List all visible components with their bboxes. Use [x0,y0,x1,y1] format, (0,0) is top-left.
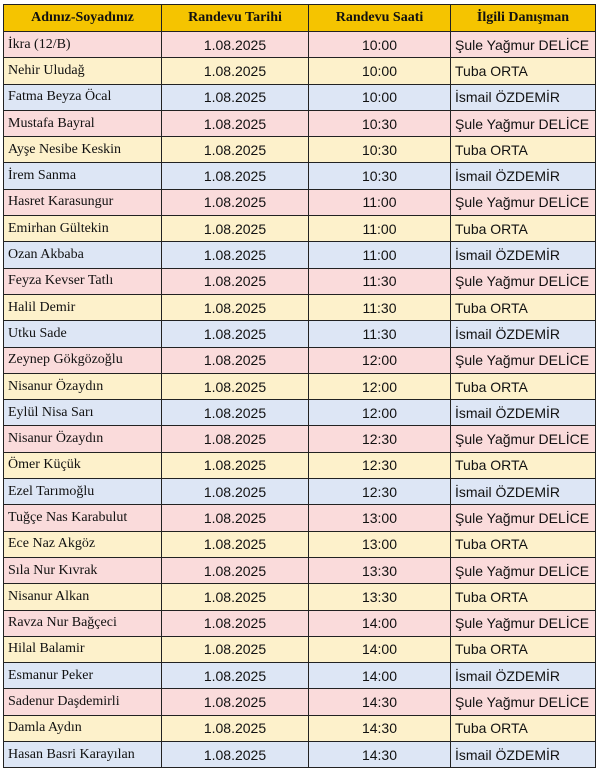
cell-time: 13:00 [309,505,451,531]
header-date: Randevu Tarihi [162,5,309,32]
header-advisor: İlgili Danışman [451,5,596,32]
table-row [4,294,596,320]
cell-advisor: Tuba ORTA [451,636,596,662]
table-row [4,347,596,373]
cell-date: 1.08.2025 [162,137,309,163]
table-row [4,137,596,163]
cell-time: 10:00 [309,32,451,58]
cell-time: 14:30 [309,715,451,741]
table-row [4,742,596,768]
cell-advisor: İsmail ÖZDEMİR [451,479,596,505]
table-row [4,216,596,242]
table-row [4,426,596,452]
table-row [4,189,596,215]
cell-date: 1.08.2025 [162,347,309,373]
cell-name: Ozan Akbaba [4,242,162,268]
cell-name: Ravza Nur Bağçeci [4,610,162,636]
cell-name: İkra (12/B) [4,32,162,58]
cell-advisor: İsmail ÖZDEMİR [451,84,596,110]
table-row [4,479,596,505]
cell-date: 1.08.2025 [162,242,309,268]
cell-advisor: Şule Yağmur DELİCE [451,610,596,636]
cell-date: 1.08.2025 [162,321,309,347]
cell-name: Hasan Basri Karayılan [4,742,162,768]
cell-time: 13:00 [309,531,451,557]
cell-name: Nisanur Alkan [4,584,162,610]
cell-advisor: Şule Yağmur DELİCE [451,426,596,452]
cell-advisor: Tuba ORTA [451,531,596,557]
cell-name: Nisanur Özaydın [4,373,162,399]
table-row [4,557,596,583]
cell-date: 1.08.2025 [162,373,309,399]
cell-date: 1.08.2025 [162,268,309,294]
table-row [4,321,596,347]
table-body [4,32,596,768]
cell-date: 1.08.2025 [162,689,309,715]
cell-name: Fatma Beyza Öcal [4,84,162,110]
cell-advisor: Şule Yağmur DELİCE [451,32,596,58]
cell-name: Damla Aydın [4,715,162,741]
table-row [4,689,596,715]
cell-time: 14:00 [309,636,451,662]
table-row [4,110,596,136]
table-row [4,452,596,478]
cell-time: 11:30 [309,268,451,294]
cell-name: Ezel Tarımoğlu [4,479,162,505]
table-row [4,531,596,557]
table-row [4,715,596,741]
cell-time: 12:00 [309,400,451,426]
table-row [4,400,596,426]
cell-date: 1.08.2025 [162,505,309,531]
cell-time: 10:00 [309,84,451,110]
cell-time: 10:30 [309,163,451,189]
cell-advisor: İsmail ÖZDEMİR [451,321,596,347]
cell-advisor: Şule Yağmur DELİCE [451,347,596,373]
cell-time: 12:00 [309,347,451,373]
cell-advisor: Şule Yağmur DELİCE [451,557,596,583]
cell-date: 1.08.2025 [162,636,309,662]
cell-name: Feyza Kevser Tatlı [4,268,162,294]
cell-date: 1.08.2025 [162,58,309,84]
cell-advisor: Tuba ORTA [451,137,596,163]
cell-time: 13:30 [309,557,451,583]
cell-advisor: Tuba ORTA [451,373,596,399]
cell-time: 10:00 [309,58,451,84]
cell-date: 1.08.2025 [162,216,309,242]
appointment-table-container [3,4,596,768]
cell-date: 1.08.2025 [162,189,309,215]
cell-date: 1.08.2025 [162,557,309,583]
cell-date: 1.08.2025 [162,294,309,320]
cell-name: Hilal Balamir [4,636,162,662]
table-row [4,58,596,84]
cell-advisor: İsmail ÖZDEMİR [451,663,596,689]
cell-date: 1.08.2025 [162,663,309,689]
cell-advisor: Şule Yağmur DELİCE [451,189,596,215]
cell-date: 1.08.2025 [162,610,309,636]
table-row [4,584,596,610]
cell-date: 1.08.2025 [162,32,309,58]
cell-date: 1.08.2025 [162,452,309,478]
table-row [4,32,596,58]
cell-date: 1.08.2025 [162,531,309,557]
cell-date: 1.08.2025 [162,715,309,741]
appointment-table [3,4,596,768]
cell-name: Tuğçe Nas Karabulut [4,505,162,531]
cell-time: 11:00 [309,216,451,242]
cell-time: 14:30 [309,689,451,715]
cell-advisor: İsmail ÖZDEMİR [451,400,596,426]
table-row [4,663,596,689]
cell-advisor: Tuba ORTA [451,584,596,610]
cell-advisor: İsmail ÖZDEMİR [451,242,596,268]
cell-time: 11:30 [309,321,451,347]
cell-date: 1.08.2025 [162,163,309,189]
cell-advisor: Tuba ORTA [451,58,596,84]
cell-name: Sıla Nur Kıvrak [4,557,162,583]
cell-advisor: İsmail ÖZDEMİR [451,163,596,189]
cell-name: Nehir Uludağ [4,58,162,84]
cell-name: Hasret Karasungur [4,189,162,215]
cell-name: Utku Sade [4,321,162,347]
cell-time: 10:30 [309,137,451,163]
cell-date: 1.08.2025 [162,742,309,768]
cell-time: 14:00 [309,610,451,636]
header-time: Randevu Saati [309,5,451,32]
cell-time: 11:30 [309,294,451,320]
table-row [4,373,596,399]
cell-advisor: İsmail ÖZDEMİR [451,742,596,768]
cell-time: 14:30 [309,742,451,768]
cell-name: Emirhan Gültekin [4,216,162,242]
cell-date: 1.08.2025 [162,84,309,110]
cell-advisor: Şule Yağmur DELİCE [451,689,596,715]
cell-time: 12:00 [309,373,451,399]
cell-name: Ece Naz Akgöz [4,531,162,557]
table-row [4,242,596,268]
cell-advisor: Tuba ORTA [451,294,596,320]
cell-name: Ömer Küçük [4,452,162,478]
cell-time: 11:00 [309,242,451,268]
table-header [4,5,596,32]
cell-name: Mustafa Bayral [4,110,162,136]
cell-date: 1.08.2025 [162,479,309,505]
table-row [4,636,596,662]
cell-name: Ayşe Nesibe Keskin [4,137,162,163]
cell-name: İrem Sanma [4,163,162,189]
table-row [4,84,596,110]
cell-date: 1.08.2025 [162,110,309,136]
cell-date: 1.08.2025 [162,400,309,426]
cell-time: 12:30 [309,452,451,478]
cell-time: 12:30 [309,426,451,452]
cell-advisor: Tuba ORTA [451,715,596,741]
cell-name: Nisanur Özaydın [4,426,162,452]
table-row [4,268,596,294]
header-name: Adınız-Soyadınız [4,5,162,32]
cell-time: 12:30 [309,479,451,505]
cell-time: 13:30 [309,584,451,610]
cell-time: 11:00 [309,189,451,215]
cell-advisor: Tuba ORTA [451,216,596,242]
header-row [4,5,596,32]
cell-name: Eylül Nisa Sarı [4,400,162,426]
cell-advisor: Şule Yağmur DELİCE [451,110,596,136]
cell-advisor: Tuba ORTA [451,452,596,478]
cell-name: Halil Demir [4,294,162,320]
cell-date: 1.08.2025 [162,426,309,452]
table-row [4,610,596,636]
cell-time: 10:30 [309,110,451,136]
cell-name: Esmanur Peker [4,663,162,689]
cell-time: 14:00 [309,663,451,689]
table-row [4,163,596,189]
cell-advisor: Şule Yağmur DELİCE [451,268,596,294]
cell-name: Zeynep Gökgözoğlu [4,347,162,373]
table-row [4,505,596,531]
cell-name: Sadenur Daşdemirli [4,689,162,715]
cell-date: 1.08.2025 [162,584,309,610]
cell-advisor: Şule Yağmur DELİCE [451,505,596,531]
